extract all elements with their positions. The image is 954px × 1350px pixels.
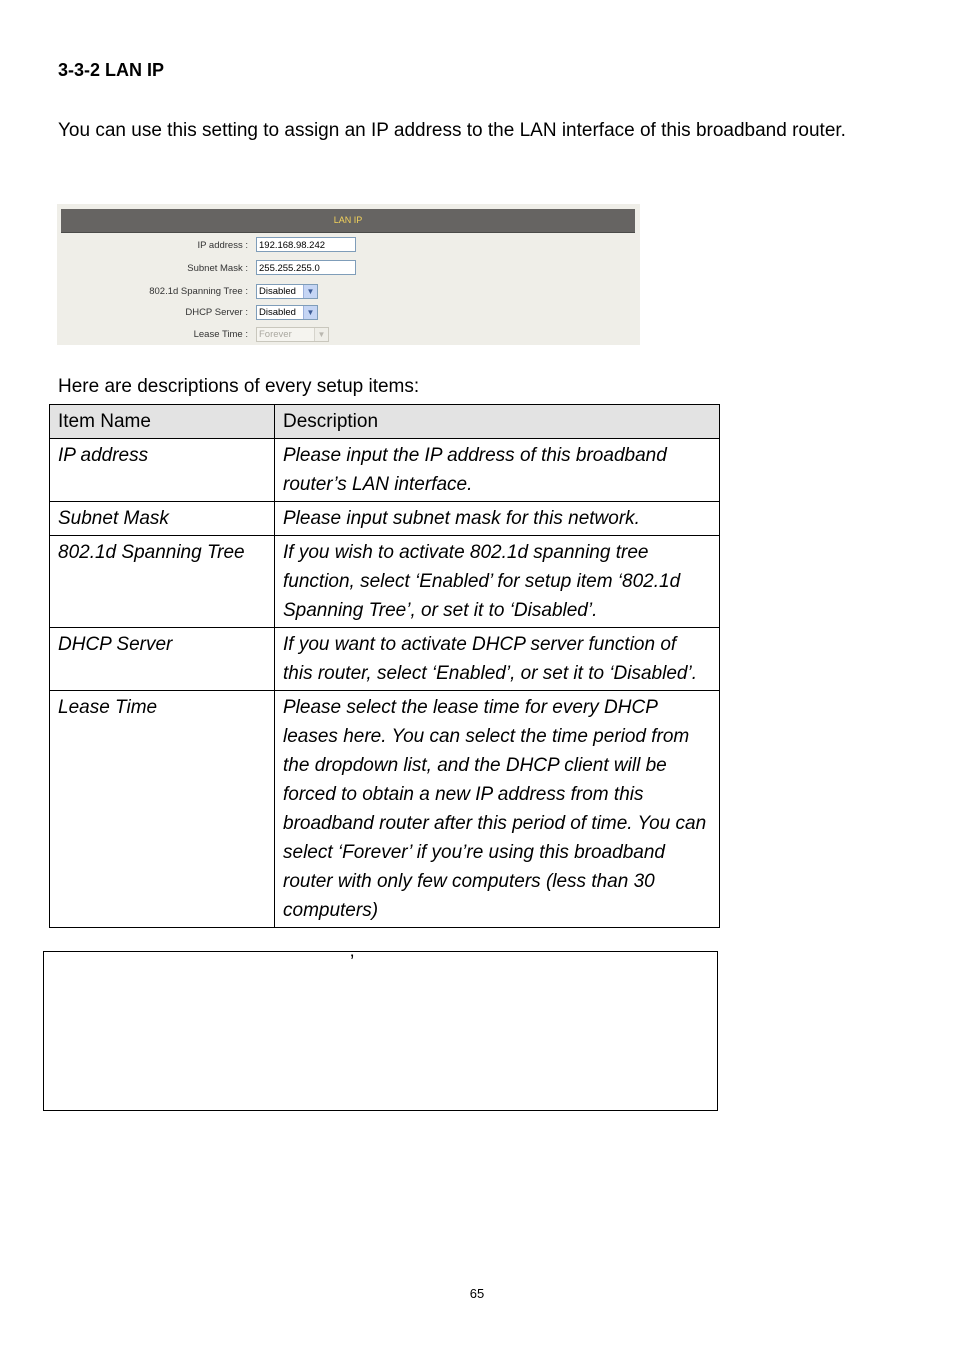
ip-address-label: IP address : — [197, 240, 248, 251]
spanning-tree-value: Disabled — [259, 286, 296, 297]
item-description: If you want to activate DHCP server function of this router, select ‘Enabled’, or set it to ‘Disabled’. — [275, 628, 720, 691]
chevron-down-icon: ▼ — [314, 328, 328, 341]
descriptions-intro: Here are descriptions of every setup items: — [58, 376, 420, 397]
item-name: IP address — [50, 439, 275, 502]
table-row — [50, 502, 720, 536]
item-description: Please input subnet mask for this network. — [275, 502, 720, 536]
table-row — [50, 691, 720, 928]
table-row — [50, 536, 720, 628]
subnet-mask-label: Subnet Mask : — [187, 263, 248, 274]
lease-time-label: Lease Time : — [193, 329, 248, 340]
header-item-name: Item Name — [50, 405, 275, 439]
item-name: Lease Time — [50, 691, 275, 928]
page-number: 65 — [469, 1286, 485, 1301]
spanning-tree-label: 802.1d Spanning Tree : — [149, 286, 248, 297]
dhcp-server-select[interactable] — [256, 305, 318, 320]
table-row — [50, 628, 720, 691]
item-name: 802.1d Spanning Tree — [50, 536, 275, 628]
item-description: Please input the IP address of this broadband router’s LAN interface. — [275, 439, 720, 502]
item-name: Subnet Mask — [50, 502, 275, 536]
setup-items-table — [49, 404, 720, 928]
chevron-down-icon[interactable]: ▼ — [303, 306, 317, 319]
spanning-tree-select[interactable] — [256, 284, 318, 299]
lease-time-value: Forever — [259, 329, 292, 340]
table-header-row — [50, 405, 720, 439]
ip-address-input[interactable]: 192.168.98.242 — [256, 237, 356, 252]
note-box — [43, 951, 718, 1111]
panel-title: LAN IP — [333, 215, 363, 225]
item-description: If you wish to activate 802.1d spanning tree function, select ‘Enabled’ for setup item ‘802.1d Spanning Tree’, or set it to ‘Disabled’. — [275, 536, 720, 628]
table-row — [50, 439, 720, 502]
section-heading: 3-3-2 LAN IP — [58, 60, 165, 80]
dhcp-server-label: DHCP Server : — [185, 307, 248, 318]
item-description: Please select the lease time for every DHCP leases here. You can select the time period from the dropdown list, and the DHCP client will be forced to obtain a new IP address from this broadband router after this period of time. You can select ‘Forever’ if you’re using this broadband router with only few computers (less than 30 computers) — [275, 691, 720, 928]
note-text: ’ — [350, 952, 355, 973]
panel-title-bar — [61, 209, 635, 233]
chevron-down-icon[interactable]: ▼ — [303, 285, 317, 298]
subnet-mask-input[interactable]: 255.255.255.0 — [256, 260, 356, 275]
intro-paragraph: You can use this setting to assign an IP address to the LAN interface of this broadband router. — [58, 120, 846, 141]
header-description: Description — [275, 405, 720, 439]
dhcp-server-value: Disabled — [259, 307, 296, 318]
lan-ip-screenshot — [57, 204, 640, 345]
item-name: DHCP Server — [50, 628, 275, 691]
lease-time-select — [256, 327, 329, 342]
